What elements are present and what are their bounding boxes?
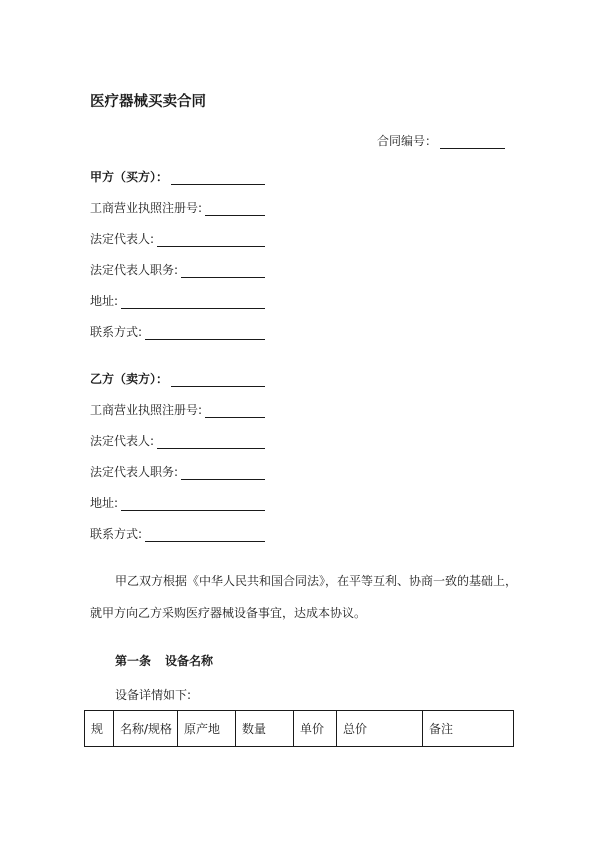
party-a-license-label: 工商营业执照注册号: — [90, 201, 203, 215]
party-b-address-field — [90, 494, 265, 511]
party-a-address-field — [90, 292, 265, 309]
party-b-representative-field — [90, 432, 265, 449]
party-a-representative-label: 法定代表人: — [90, 232, 155, 246]
article-1-title: 设备名称 — [165, 654, 214, 668]
party-b-address-label: 地址: — [90, 496, 119, 510]
table-header-cell: 名称/规格 — [114, 711, 178, 747]
party-b-representative-label: 法定代表人: — [90, 434, 155, 448]
contract-number-label: 合同编号： — [376, 134, 437, 148]
party-b-position-label: 法定代表人职务: — [90, 465, 179, 479]
contract-number-blank[interactable] — [440, 136, 505, 149]
preamble-line-1: 甲乙双方根据《中华人民共和国合同法》，在平等互利、协商一致的基础上， — [115, 574, 518, 588]
party-a-representative-blank[interactable] — [157, 234, 265, 247]
party-b-name-blank[interactable] — [171, 374, 265, 387]
party-b-license-label: 工商营业执照注册号: — [90, 403, 203, 417]
party-b-license-blank[interactable] — [205, 405, 265, 418]
party-a-heading — [90, 168, 265, 185]
table-header-row — [85, 711, 514, 747]
contract-number — [377, 132, 505, 149]
table-header-cell: 规 — [85, 711, 114, 747]
party-b-contact-field — [90, 525, 265, 542]
party-a-address-blank[interactable] — [121, 296, 265, 309]
preamble-line-2: 就甲方向乙方采购医疗器械设备事宜，达成本协议。 — [90, 606, 367, 620]
table-header-cell: 总价 — [337, 711, 423, 747]
article-1-intro: 设备详情如下: — [115, 688, 192, 702]
table-header-cell: 备注 — [423, 711, 514, 747]
table-header-cell: 数量 — [236, 711, 294, 747]
party-a-position-field — [90, 261, 265, 278]
party-b-heading-label: 乙方（卖方）： — [90, 372, 169, 386]
party-b-position-field — [90, 463, 265, 480]
party-a-heading-label: 甲方（买方）： — [90, 170, 169, 184]
party-a-position-blank[interactable] — [181, 265, 265, 278]
party-a-contact-label: 联系方式: — [90, 325, 143, 339]
party-a-position-label: 法定代表人职务: — [90, 263, 179, 277]
article-1-heading — [115, 652, 213, 669]
party-b-heading — [90, 370, 265, 387]
party-b-position-blank[interactable] — [181, 467, 265, 480]
party-b-license-field — [90, 401, 265, 418]
party-a-license-blank[interactable] — [205, 203, 265, 216]
party-a-contact-blank[interactable] — [145, 327, 265, 340]
party-b-address-blank[interactable] — [121, 498, 265, 511]
party-a-contact-field — [90, 323, 265, 340]
party-b-representative-blank[interactable] — [157, 436, 265, 449]
party-b-contact-label: 联系方式: — [90, 527, 143, 541]
party-a-name-blank[interactable] — [171, 172, 265, 185]
table-header-cell: 单价 — [294, 711, 337, 747]
equipment-table — [84, 710, 514, 747]
party-a-representative-field — [90, 230, 265, 247]
party-b-contact-blank[interactable] — [145, 529, 265, 542]
article-1-number: 第一条 — [115, 654, 152, 668]
table-header-cell: 原产地 — [178, 711, 236, 747]
document-title: 医疗器械买卖合同 — [90, 94, 206, 110]
party-a-address-label: 地址: — [90, 294, 119, 308]
party-a-license-field — [90, 199, 265, 216]
